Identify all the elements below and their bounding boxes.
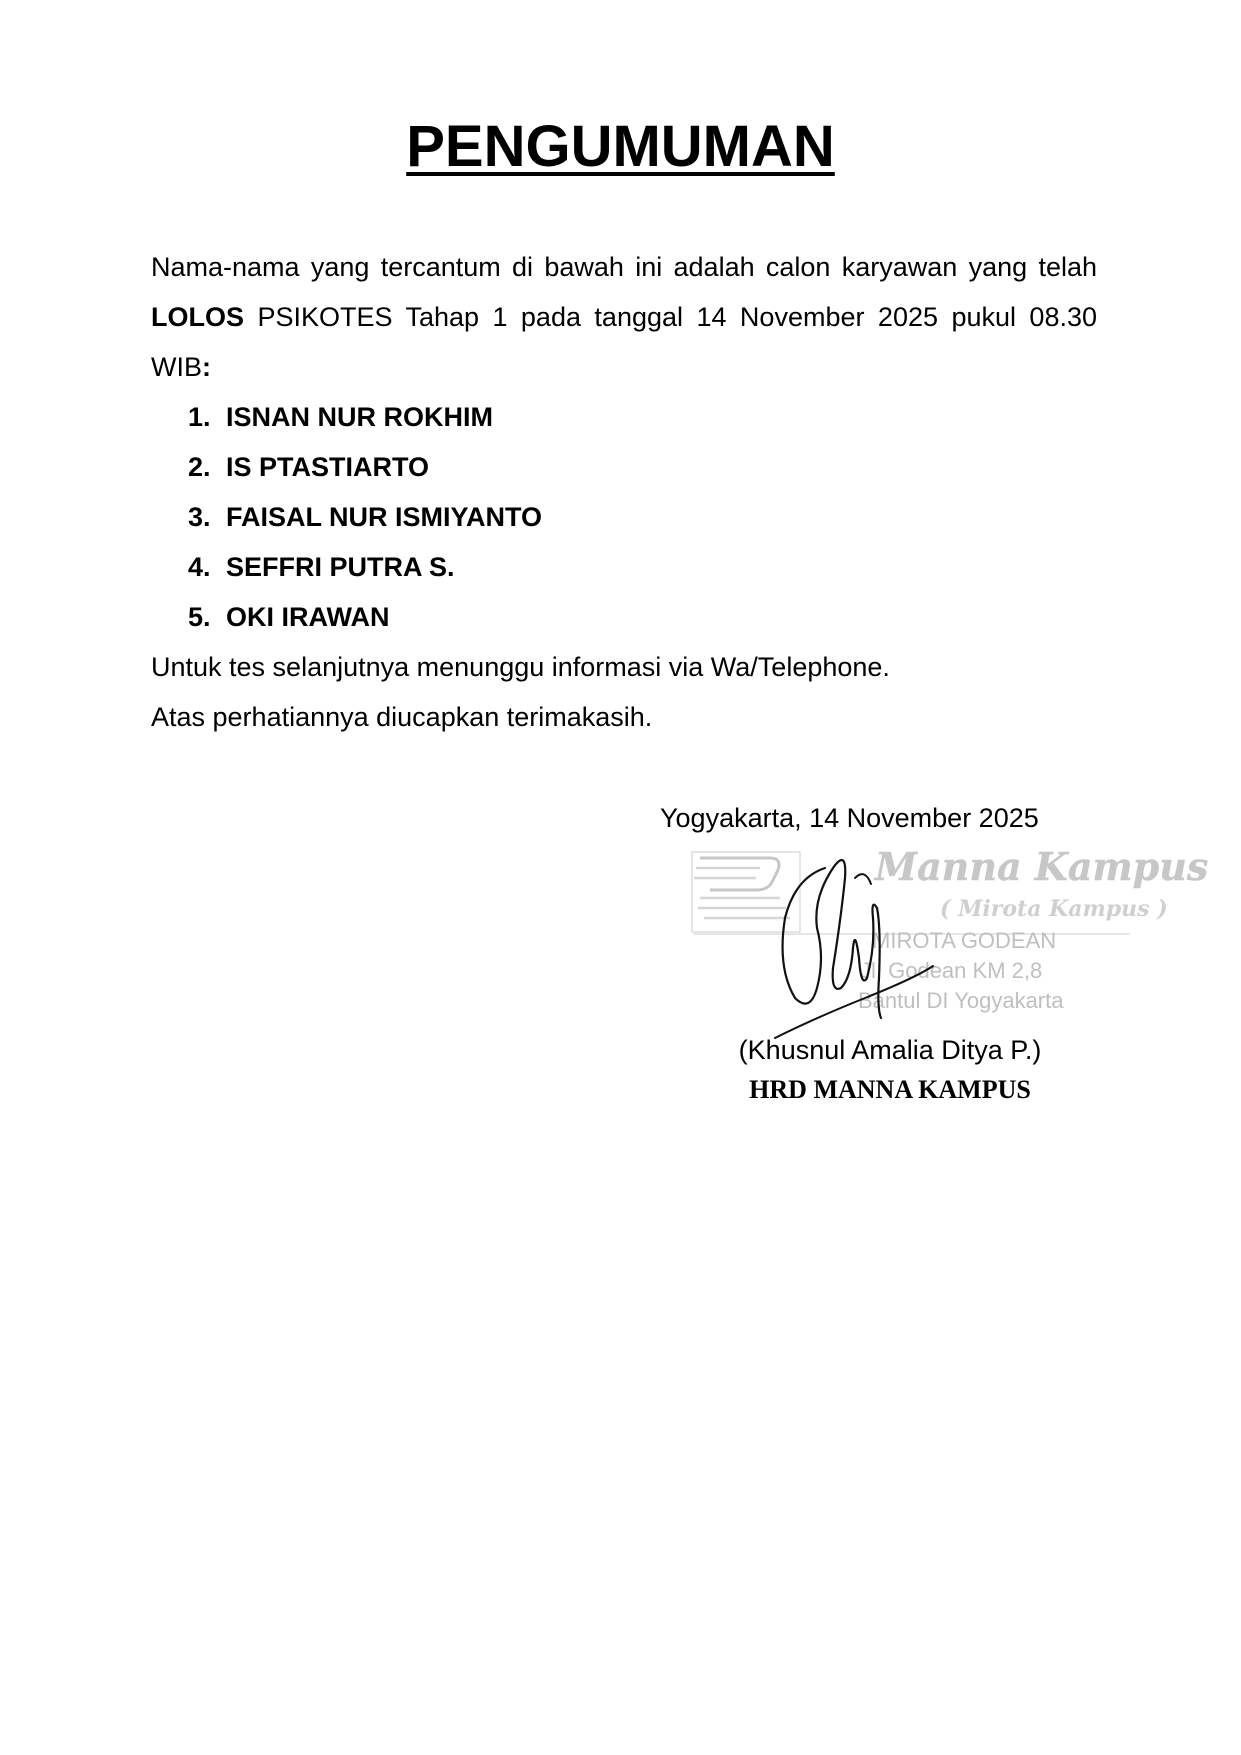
intro-paragraph bbox=[151, 242, 1097, 392]
list-item bbox=[188, 542, 542, 592]
closing-text: Atas perhatiannya diucapkan terimakasih. bbox=[151, 702, 653, 732]
signer-name: (Khusnul Amalia Ditya P.) bbox=[738, 1035, 1042, 1065]
list-item-name: FAISAL NUR ISMIYANTO bbox=[226, 502, 543, 532]
followup-text: Untuk tes selanjutnya menunggu informasi via Wa/Telephone. bbox=[151, 652, 890, 682]
list-item bbox=[188, 492, 542, 542]
list-item-number: 3. bbox=[188, 502, 211, 532]
list-item-number: 4. bbox=[188, 552, 211, 582]
list-item bbox=[188, 392, 542, 442]
list-item-number: 1. bbox=[188, 402, 211, 432]
intro-text-part2: PSIKOTES Tahap 1 pada tanggal 14 November 2025 pukul 08.30 WIB bbox=[151, 302, 1097, 382]
signer-title: HRD MANNA KAMPUS bbox=[749, 1075, 1031, 1104]
list-item-number: 2. bbox=[188, 452, 211, 482]
place-date: Yogyakarta, 14 November 2025 bbox=[660, 803, 1039, 833]
list-item bbox=[188, 592, 542, 642]
list-item-name: IS PTASTIARTO bbox=[226, 452, 430, 482]
list-item-name: SEFFRI PUTRA S. bbox=[226, 552, 455, 582]
stamp-brand: Manna Kampus bbox=[875, 844, 1209, 889]
list-item-name: OKI IRAWAN bbox=[226, 602, 390, 632]
candidate-list bbox=[188, 392, 542, 642]
list-item-number: 5. bbox=[188, 602, 211, 632]
document-title-text: PENGUMUMAN bbox=[406, 114, 835, 179]
intro-text-part1: Nama-nama yang tercantum di bawah ini adalah calon karyawan yang telah bbox=[151, 252, 1097, 282]
stamp-line2: Jl. Godean KM 2,8 bbox=[860, 958, 1043, 983]
stamp-line1: MIROTA GODEAN bbox=[872, 928, 1057, 953]
list-item-name: ISNAN NUR ROKHIM bbox=[226, 402, 493, 432]
document-title bbox=[0, 112, 1241, 182]
stamp-line3: Bantul DI Yogyakarta bbox=[858, 988, 1064, 1013]
stamp-subbrand: ( Mirota Kampus ) bbox=[940, 896, 1168, 922]
intro-text-colon: : bbox=[202, 352, 211, 382]
signature bbox=[755, 838, 935, 1038]
list-item bbox=[188, 442, 542, 492]
intro-text-bold: LOLOS bbox=[151, 302, 244, 332]
